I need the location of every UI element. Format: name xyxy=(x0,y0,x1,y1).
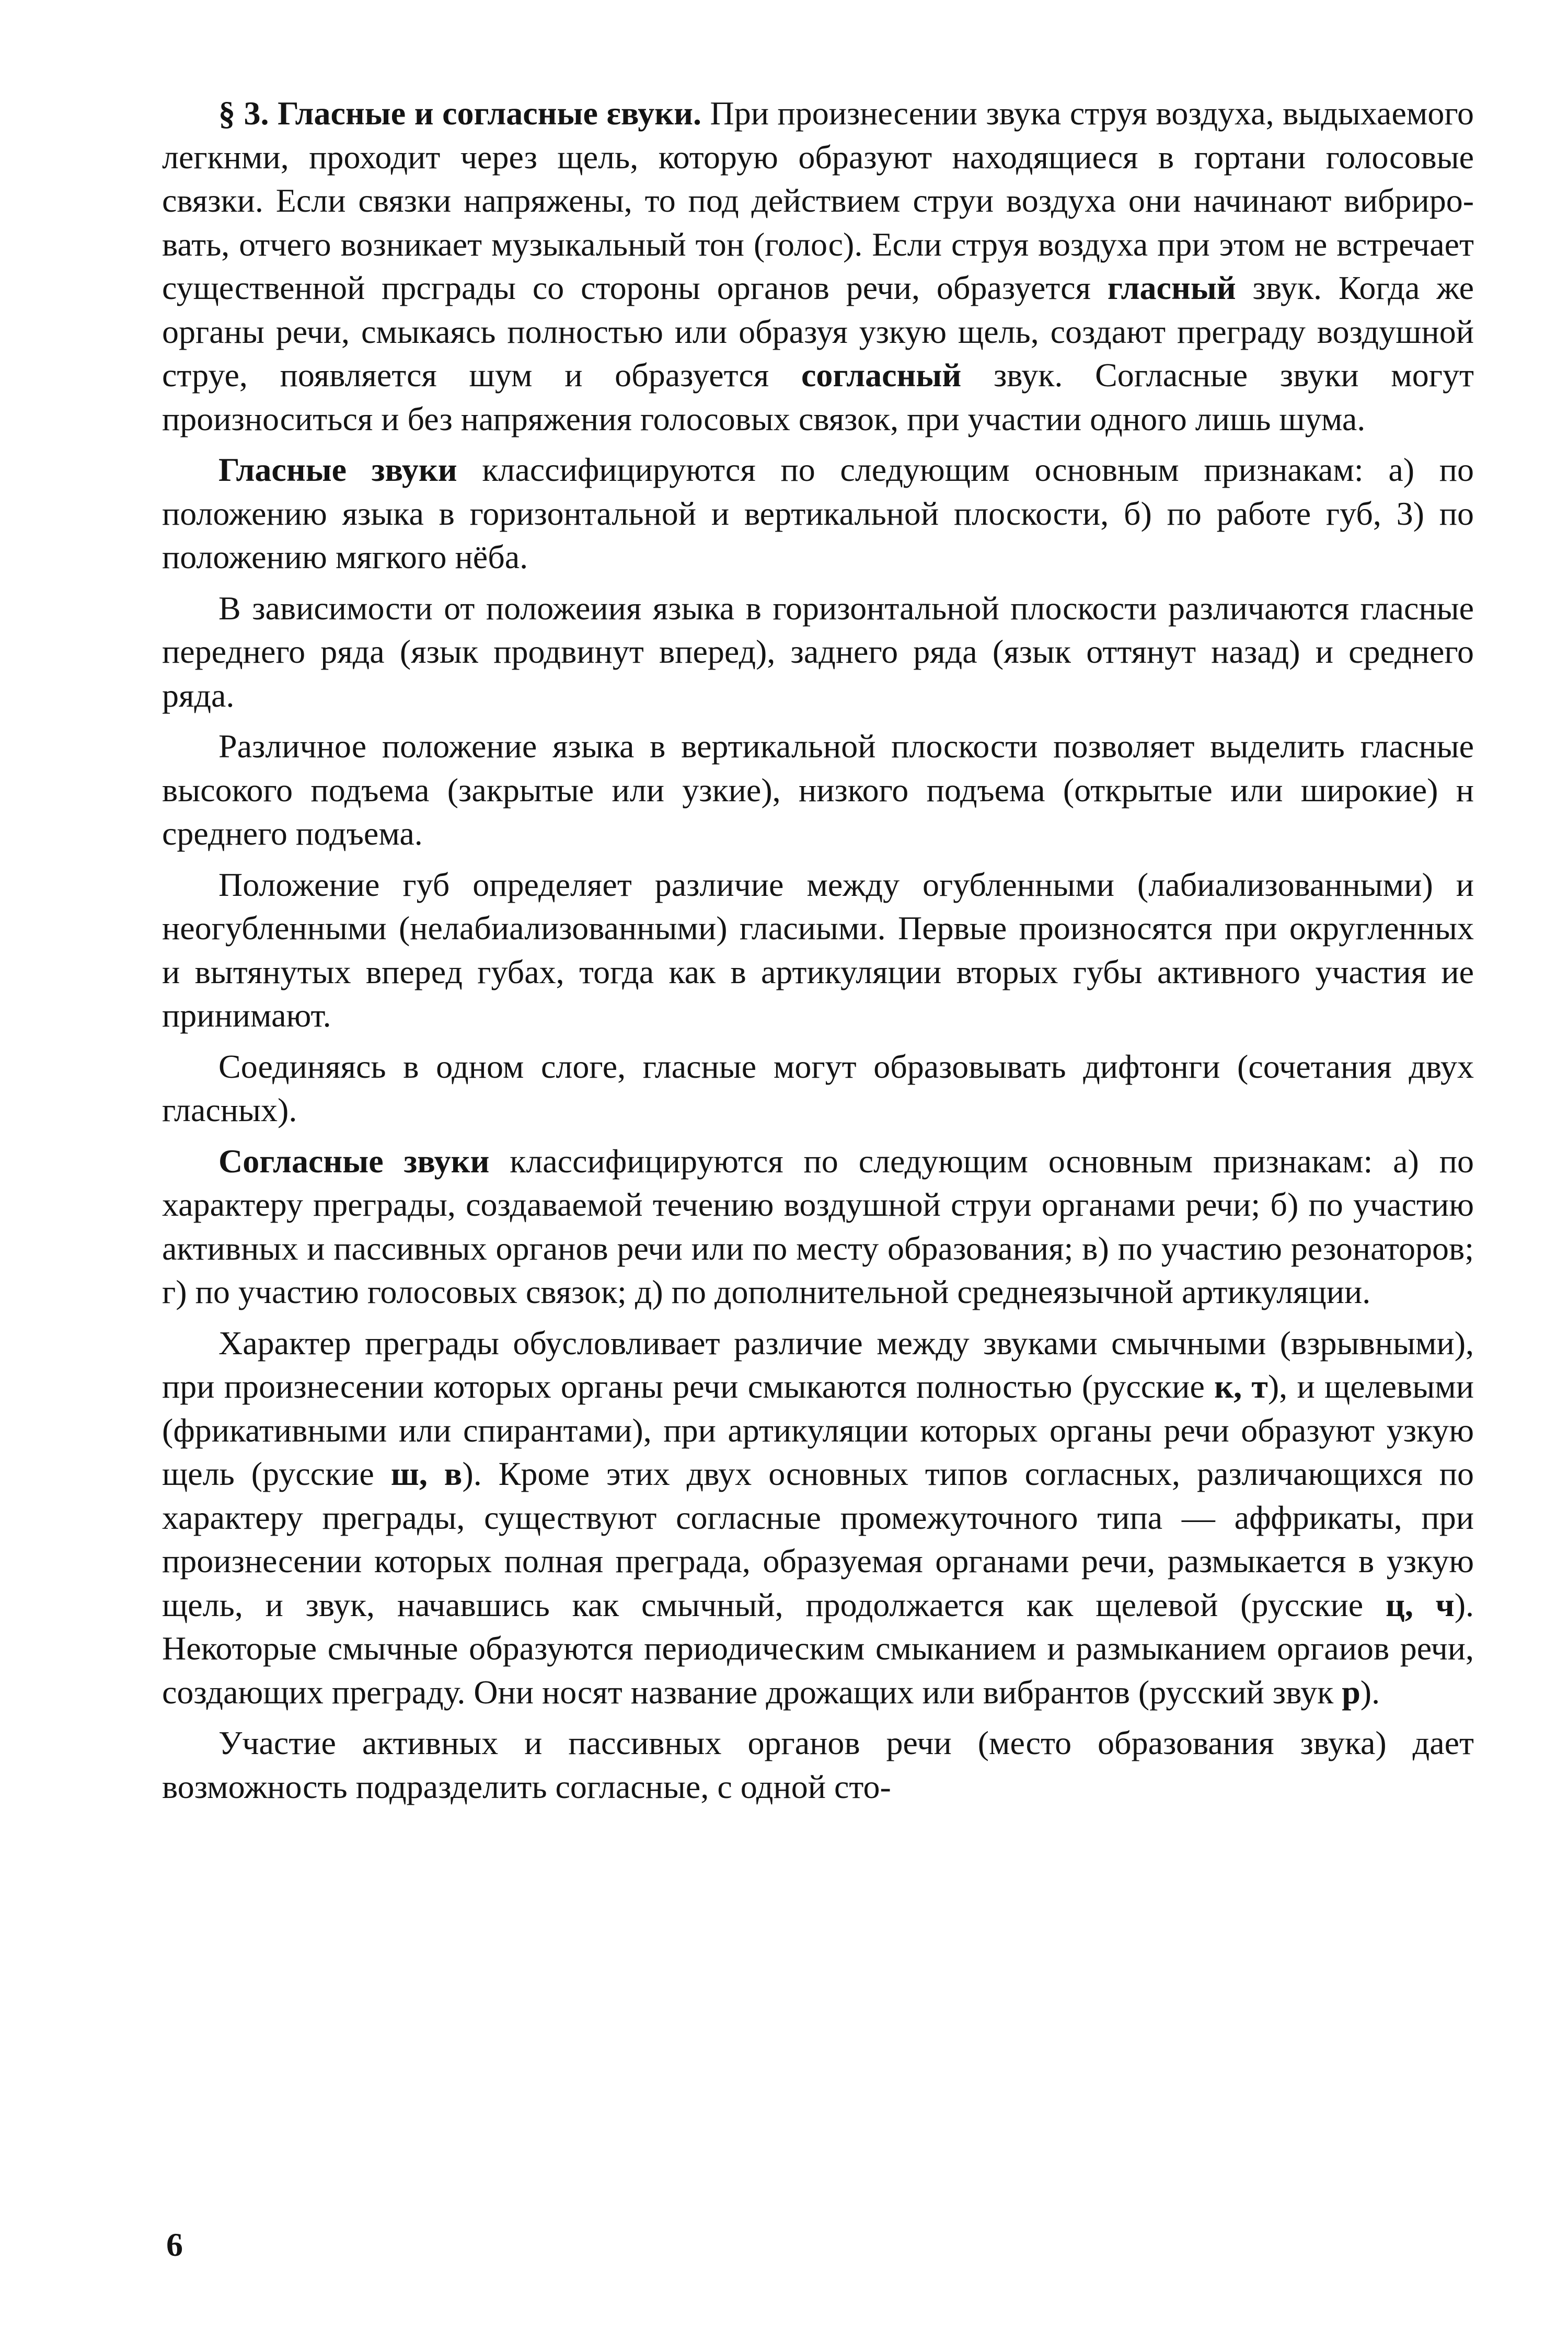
paragraph-1 xyxy=(162,91,1474,441)
paragraph-3 xyxy=(162,586,1474,718)
paragraph-9 xyxy=(162,1721,1474,1808)
text-run: Различное положение языка в вертикальной плоскости позволяет выделить гласные высокого подъема (закрытые или узкие), низкого подъема (открытые или широкие) н среднего подъема. xyxy=(162,728,1474,852)
text-run: Участие активных и пассивных органов речи (место образования звука) дает возможность подразделить согласные, с одной сто- xyxy=(162,1724,1474,1805)
section-heading-end: ɛвуки. xyxy=(606,95,701,132)
text-run: звук. Согласные звуки могут произноситься и без напряжения голосовых связок, при участии одного лишь шума. xyxy=(162,356,1474,437)
term-consonant-sounds: Согласные звуки xyxy=(218,1142,490,1180)
example-letters: ц, ч xyxy=(1385,1586,1455,1623)
paragraph-8 xyxy=(162,1321,1474,1714)
term-consonant: согласный xyxy=(801,356,962,394)
text-run: классифицируются по следующим основным признакам: а) по положению языка в горизонтальной и вертикальной плоскости, б) по работе губ, 3) по положению мягкого нёба. xyxy=(162,451,1474,575)
paragraph-5 xyxy=(162,863,1474,1037)
text-run: звук. Когда же органы речи, смыкаясь полностью или образуя узкую щель, создают преграду воздушной струе, появляется шум и образуется xyxy=(162,269,1474,394)
term-vowel: гласный xyxy=(1107,269,1236,306)
page-body xyxy=(162,91,1474,1816)
paragraph-6 xyxy=(162,1045,1474,1132)
example-letters: ш, в xyxy=(390,1455,463,1492)
text-run: При произнесении звука струя воздуха, выдыхаемого легкнми, проходит через щель, которую образуют находящиеся в гортани голосовые связки. Если связки напряжены, то под действием струи воздуха они начинают вибрировать, отчего возникает музыкальный тон (голос). Если струя воздуха при этом не встречает существенной прсграды со стороны органов речи, образуется xyxy=(162,95,1474,306)
text-run: Положение губ определяет различие между огубленными (лабиализованными) и неогубленными (нелабиализованными) гласиыми. Первые произносятся при округленных и вытянутых вперед губах, тогда как в артикуляции вторых губы активного участия ие принимают. xyxy=(162,866,1474,1034)
text-run: ), и щелевыми (фрикативными или спирантами), при артикуляции которых органы речи образуют узкую щель (русские xyxy=(162,1368,1474,1492)
paragraph-7 xyxy=(162,1139,1474,1314)
example-letters: р xyxy=(1342,1673,1361,1711)
text-run: Характер преграды обусловливает различие между звуками смычными (взрывными), при произнесении которых органы речи смыкаются полностью (русские xyxy=(162,1324,1474,1405)
section-heading: Гласные и согласные xyxy=(278,95,607,132)
paragraph-2 xyxy=(162,448,1474,579)
term-vowel-sounds: Гласные звуки xyxy=(218,451,457,488)
text-run: В зависимости от положеиия языка в горизонтальной плоскости различаются гласные переднего ряда (язык продвинут вперед), заднего ряда (язык оттянут назад) и среднего ряда. xyxy=(162,589,1474,714)
example-letters: к, т xyxy=(1214,1368,1268,1405)
text-run: ). Некоторые смычные образуются периодическим смыканием и размыканием оргаиов речи, создающих преграду. Они носят название дрожащих или вибрантов (русский звук xyxy=(162,1586,1474,1711)
text-run: классифицируются по следующим основным признакам: а) по характеру преграды, создаваемой течению воздушной струи органами речи; б) по участию активных и пассивных органов речи или по месту образования; в) по участию резонаторов; г) по участию голосовых связок; д) по дополнительной среднеязычной артикуляции. xyxy=(162,1142,1474,1310)
text-run: ). Кроме этих двух основных типов согласных, различающихся по характеру преграды, существуют согласные промежуточного типа — аффрикаты, при произнесении которых полная преграда, образуемая органами речи, размыкается в узкую щель, и звук, начавшись как смычный, продолжается как щелевой (русские xyxy=(162,1455,1474,1623)
page-number: 6 xyxy=(166,2226,183,2263)
paragraph-4 xyxy=(162,724,1474,856)
text-run: Соединяясь в одном слоге, гласные могут образовывать дифтонги (сочетания двух гласных). xyxy=(162,1047,1474,1128)
text-run: ). xyxy=(1360,1673,1380,1711)
section-number: § 3. xyxy=(218,95,278,132)
